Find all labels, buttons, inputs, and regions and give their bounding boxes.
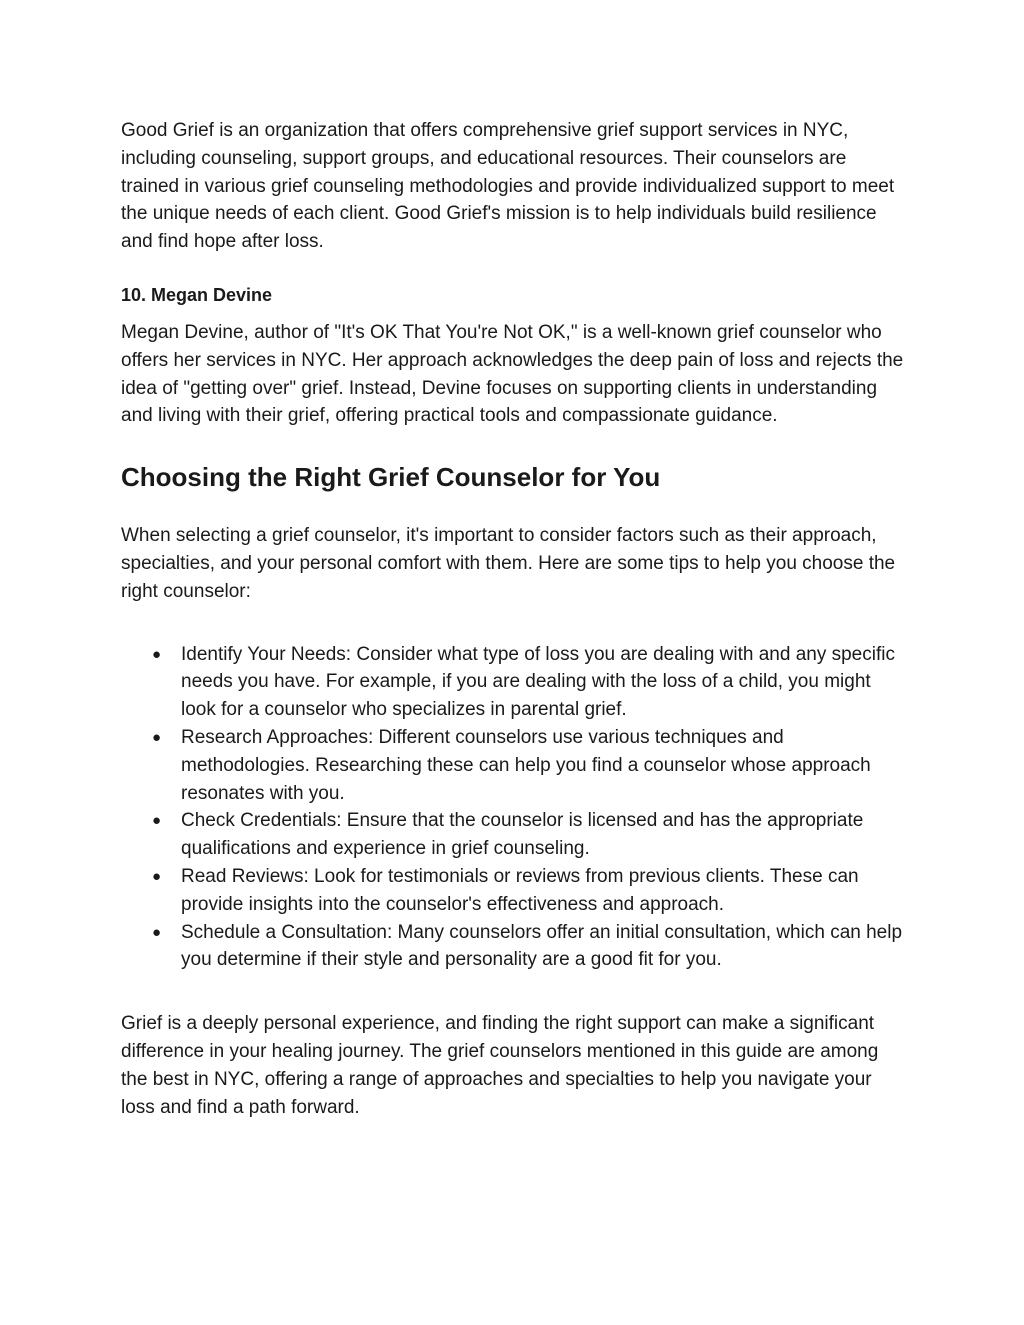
bullet-icon: ● [152, 923, 162, 941]
bullet-icon: ● [152, 812, 162, 830]
tip-text: Identify Your Needs: Consider what type of loss you are dealing with and any specific needs you have. For example, if you are dealing with the loss of a child, you might look for a counselor who specializes in parental grief. [181, 643, 895, 721]
conclusion-paragraph: Grief is a deeply personal experience, and finding the right support can make a significant difference in your healing journey. The grief counselors mentioned in this guide are among the best in NYC, offering a range of approaches and specialties to help you navigate your loss and find a path forward. [121, 1013, 879, 1118]
section-heading-choosing-counselor: Choosing the Right Grief Counselor for You [121, 462, 661, 493]
megan-devine-paragraph: Megan Devine, author of "It's OK That You're Not OK," is a well-known grief counselor who offers her services in NYC. Her approach acknowledges the deep pain of loss and rejects the idea of "getting over" grief. Instead, Devine focuses on supporting clients in understanding and living with their grief, offering practical tools and compassionate guidance. [121, 321, 904, 427]
tips-list [121, 641, 906, 975]
tip-item [121, 641, 906, 724]
document-page [121, 117, 906, 1121]
tip-item [121, 863, 906, 919]
tip-text: Schedule a Consultation: Many counselors offer an initial consultation, which can help you determine if their style and personality are a good fit for you. [181, 921, 903, 971]
tip-item [121, 807, 906, 863]
tip-item [121, 724, 906, 807]
tip-text: Research Approaches: Different counselors use various techniques and methodologies. Researching these can help you find a counselor whose approach resonates with you. [181, 726, 871, 804]
choosing-intro-paragraph: When selecting a grief counselor, it's important to consider factors such as their approach, specialties, and your personal comfort with them. Here are some tips to help you choose the right counselor: [121, 525, 896, 602]
tip-item [121, 919, 906, 975]
tip-text: Read Reviews: Look for testimonials or reviews from previous clients. These can provide insights into the counselor's effectiveness and approach. [181, 865, 859, 915]
counselor-heading-megan-devine: 10. Megan Devine [121, 284, 273, 305]
bullet-icon: ● [152, 645, 162, 663]
intro-paragraph: Good Grief is an organization that offers comprehensive grief support services in NYC, including counseling, support groups, and educational resources. Their counselors are trained in various grief counseling methodologies and provide individualized support to meet the unique needs of each client. Good Grief's mission is to help individuals build resilience and find hope after loss. [121, 120, 895, 253]
bullet-icon: ● [152, 867, 162, 885]
tip-text: Check Credentials: Ensure that the counselor is licensed and has the appropriate qualifications and experience in grief counseling. [181, 810, 864, 860]
bullet-icon: ● [152, 728, 162, 746]
